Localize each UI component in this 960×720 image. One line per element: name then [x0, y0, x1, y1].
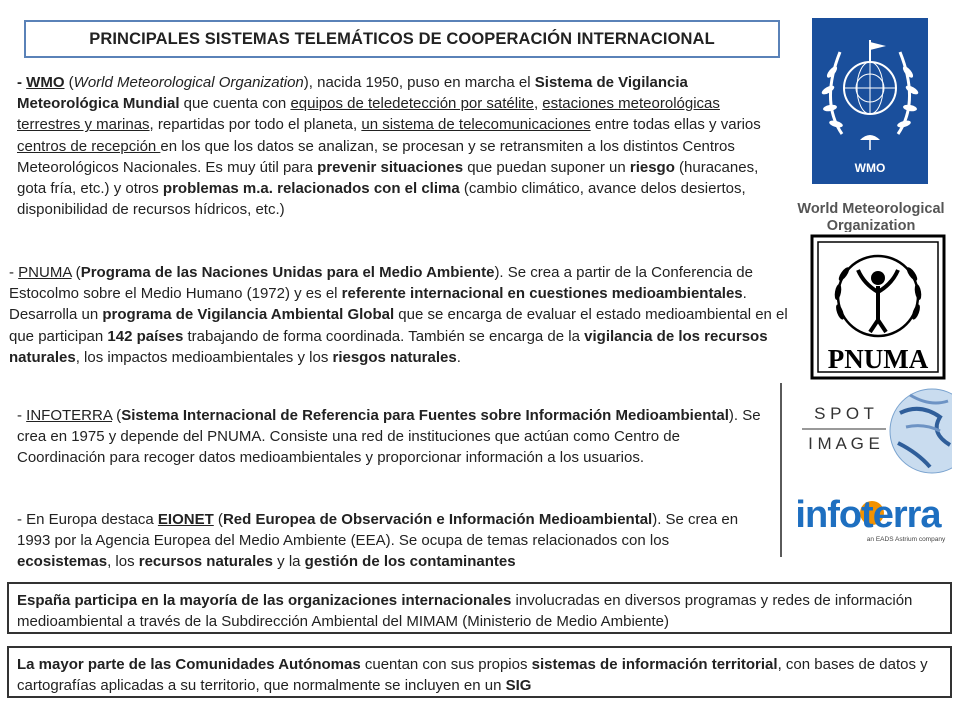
- infoterra-paragraph: - INFOTERRA (Sistema Internacional de Referencia para Fuentes sobre Información Medioambiental). Se crea en 1975 y depende del PNUMA. Consiste una red de instituciones que actúan como Centro de Coordinación para recoger datos medioambientales y proporcionar información a los usuarios.: [17, 407, 761, 467]
- wmo-paragraph: - WMO (World Meteorological Organization), nacida 1950, puso en marcha el Sistema de Vigilancia Meteorológica Mundial que cuenta con equipos de teledetección por satélite, estaciones meteorológicas terrestres y marinas, repartidas por todo el planeta, un sistema de telecomunicaciones entre todas ellas y varios centros de recepción en los que los datos se analizan, se procesan y se retransmiten a los distintos Centros Meteorológicos Nacionales. Es muy útil para prevenir situaciones que puedan suponer un riesgo (huracanes, gota fría, etc.) y otros problemas m.a. relacionados con el clima (cambio climático, avance delos desiertos, disponibilidad de recursos hídricos, etc.): [17, 74, 761, 219]
- pnuma-logo: [810, 234, 946, 380]
- infoterra-acronym: INFOTERRA: [26, 407, 113, 424]
- page-title: PRINCIPALES SISTEMAS TELEMÁTICOS DE COOPERACIÓN INTERNACIONAL: [89, 29, 715, 48]
- wmo-emblem-icon: [790, 12, 952, 232]
- wmo-caption-line2: Organization: [826, 218, 916, 232]
- spot-globe-icon: [780, 383, 952, 477]
- eionet-paragraph: - En Europa destaca EIONET (Red Europea de Observación e Información Medioambiental). Se crea en 1993 por la Agencia Europea del Medio Ambiente (EEA). Se ocupa de temas relacionados con los ecosistemas, los recursos naturales y la gestión de los contaminantes: [17, 511, 739, 571]
- svg-text:I M A G E: I M A G E: [808, 434, 880, 453]
- infoterra-wordmark-icon: [780, 477, 952, 557]
- wmo-logo: [790, 12, 952, 232]
- title-box: [24, 20, 780, 58]
- espana-box: España participa en la mayoría de las organizaciones internacionales involucradas en diversos programas y redes de información medioambiental a través de la Subdirección Ambiental del MIMAM (Ministerio de Medio Ambiente): [7, 582, 952, 634]
- infoterra-logo: [780, 477, 952, 557]
- svg-text:WMO: WMO: [854, 161, 886, 175]
- svg-text:S P O T: S P O T: [814, 404, 874, 423]
- wmo-caption-line1: World Meteorological: [797, 201, 945, 217]
- eionet-acronym: EIONET: [157, 511, 214, 528]
- svg-text:PNUMA: PNUMA: [827, 344, 929, 374]
- pnuma-emblem-icon: [810, 234, 946, 380]
- svg-text:an EADS Astrium company: an EADS Astrium company: [866, 536, 946, 543]
- svg-text:infoterra: infoterra: [795, 494, 941, 536]
- ccaa-box: La mayor parte de las Comunidades Autónomas cuentan con sus propios sistemas de información territorial, con bases de datos y cartografías aplicadas a su territorio, que normalmente se incluyen en un SIG: [7, 646, 952, 698]
- pnuma-paragraph: - PNUMA (Programa de las Naciones Unidas para el Medio Ambiente). Se crea a partir de la Conferencia de Estocolmo sobre el Medio Humano (1972) y es el referente internacional en cuestiones medioambientales. Desarrolla un programa de Vigilancia Ambiental Global que se encarga de evaluar el estado medioambiental en el que participan 142 países trabajando de forma coordinada. También se encarga de la vigilancia de los recursos naturales, los impactos medioambientales y los riesgos naturales.: [9, 264, 788, 366]
- spot-image-logo: [780, 383, 952, 477]
- wmo-acronym: WMO: [26, 74, 65, 91]
- pnuma-acronym: PNUMA: [18, 264, 72, 281]
